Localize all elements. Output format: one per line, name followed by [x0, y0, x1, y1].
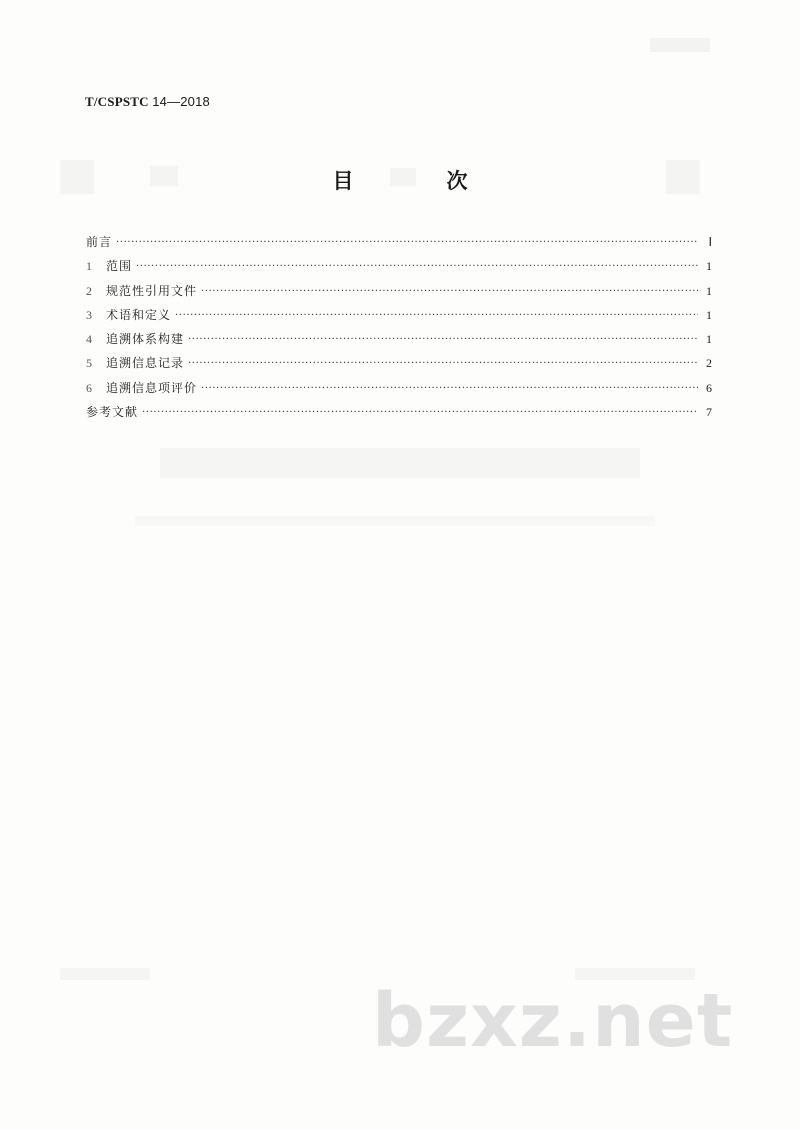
toc-entry[interactable] — [86, 303, 712, 327]
toc-entry[interactable] — [86, 327, 712, 351]
toc-entry[interactable] — [86, 351, 712, 375]
toc-entry-title: 术语和定义 — [106, 307, 172, 322]
toc-section-number: 5 — [86, 356, 93, 371]
toc-page-number: 2 — [706, 356, 712, 371]
toc-entry-label — [86, 303, 175, 327]
toc-title: 目 次 — [332, 169, 504, 193]
toc-dot-leader — [201, 377, 698, 401]
toc-section-number: 6 — [86, 380, 93, 395]
toc-entry-label — [86, 230, 116, 254]
toc-entry-title: 追溯信息项评价 — [106, 380, 198, 395]
document-code-number: 14—2018 — [152, 94, 210, 109]
toc-dot-leader — [142, 401, 698, 425]
toc-dot-leader — [116, 231, 698, 255]
bleed-through-ghost — [60, 968, 150, 980]
bleed-through-ghost — [160, 448, 640, 478]
toc-section-number: 3 — [86, 307, 93, 322]
toc-page-number: 1 — [706, 259, 712, 274]
toc-page-number: 6 — [706, 380, 712, 395]
toc-dot-leader — [188, 352, 698, 376]
toc-dot-leader — [188, 328, 698, 352]
toc-entry-label — [86, 351, 188, 375]
document-code — [85, 94, 210, 110]
toc-entry-title: 追溯信息记录 — [106, 356, 185, 371]
watermark: bzxz.net — [372, 978, 734, 1064]
toc-entry-label — [86, 254, 136, 278]
toc-entry[interactable] — [86, 254, 712, 278]
toc-page-number: 1 — [706, 307, 712, 322]
toc-page-number: 1 — [706, 332, 712, 347]
toc-entry-title: 范围 — [106, 259, 133, 274]
table-of-contents — [86, 230, 712, 424]
bleed-through-ghost — [650, 38, 710, 52]
toc-entry-title: 追溯体系构建 — [106, 332, 185, 347]
toc-section-number: 4 — [86, 332, 93, 347]
toc-entry[interactable] — [86, 400, 712, 424]
toc-dot-leader — [175, 304, 698, 328]
toc-entry[interactable] — [86, 279, 712, 303]
toc-section-number: 1 — [86, 259, 93, 274]
toc-entry-label — [86, 376, 201, 400]
toc-entry[interactable] — [86, 376, 712, 400]
toc-page-number: Ⅰ — [708, 235, 712, 249]
toc-entry[interactable] — [86, 230, 712, 254]
bleed-through-ghost — [135, 516, 655, 526]
toc-entry-title: 前言 — [86, 235, 113, 249]
document-code-prefix: T/CSPSTC — [85, 94, 149, 109]
toc-entry-title: 规范性引用文件 — [106, 283, 198, 298]
toc-entry-label — [86, 279, 201, 303]
toc-section-number: 2 — [86, 283, 93, 298]
toc-entry-label — [86, 327, 188, 351]
toc-page-number: 7 — [706, 405, 712, 420]
toc-entry-title: 参考文献 — [86, 405, 139, 420]
toc-dot-leader — [136, 255, 698, 279]
toc-dot-leader — [201, 280, 698, 304]
toc-page-number: 1 — [706, 283, 712, 298]
toc-entry-label — [86, 400, 142, 424]
